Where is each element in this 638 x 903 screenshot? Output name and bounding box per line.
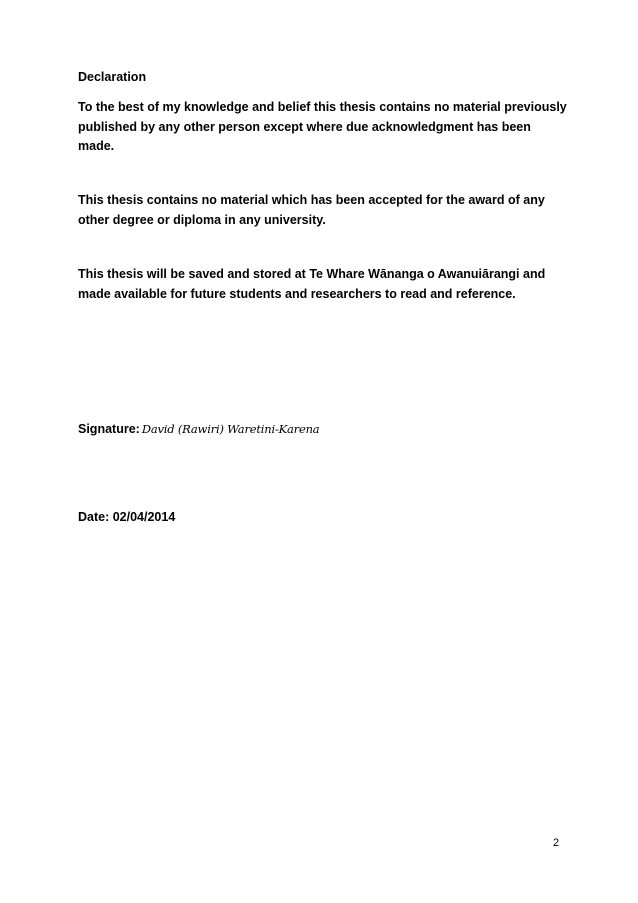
- declaration-paragraph-2: This thesis contains no material which has been accepted for the award of any other degree or diploma in any university.: [78, 193, 545, 227]
- declaration-paragraph-1: To the best of my knowledge and belief this thesis contains no material previously published by any other person except where due acknowledgment has been made.: [78, 100, 567, 153]
- signature-value: David (Rawiri) Waretini-Karena: [141, 422, 320, 436]
- date-line: Date: 02/04/2014: [78, 510, 176, 524]
- page-number: 2: [553, 837, 560, 849]
- declaration-heading: Declaration: [78, 70, 147, 84]
- signature-line: [78, 420, 319, 440]
- declaration-paragraph-3: This thesis will be saved and stored at Te Whare Wānanga o Awanuiārangi and made available for future students and researchers to read and reference.: [78, 267, 546, 301]
- signature-label: Signature:: [78, 422, 140, 436]
